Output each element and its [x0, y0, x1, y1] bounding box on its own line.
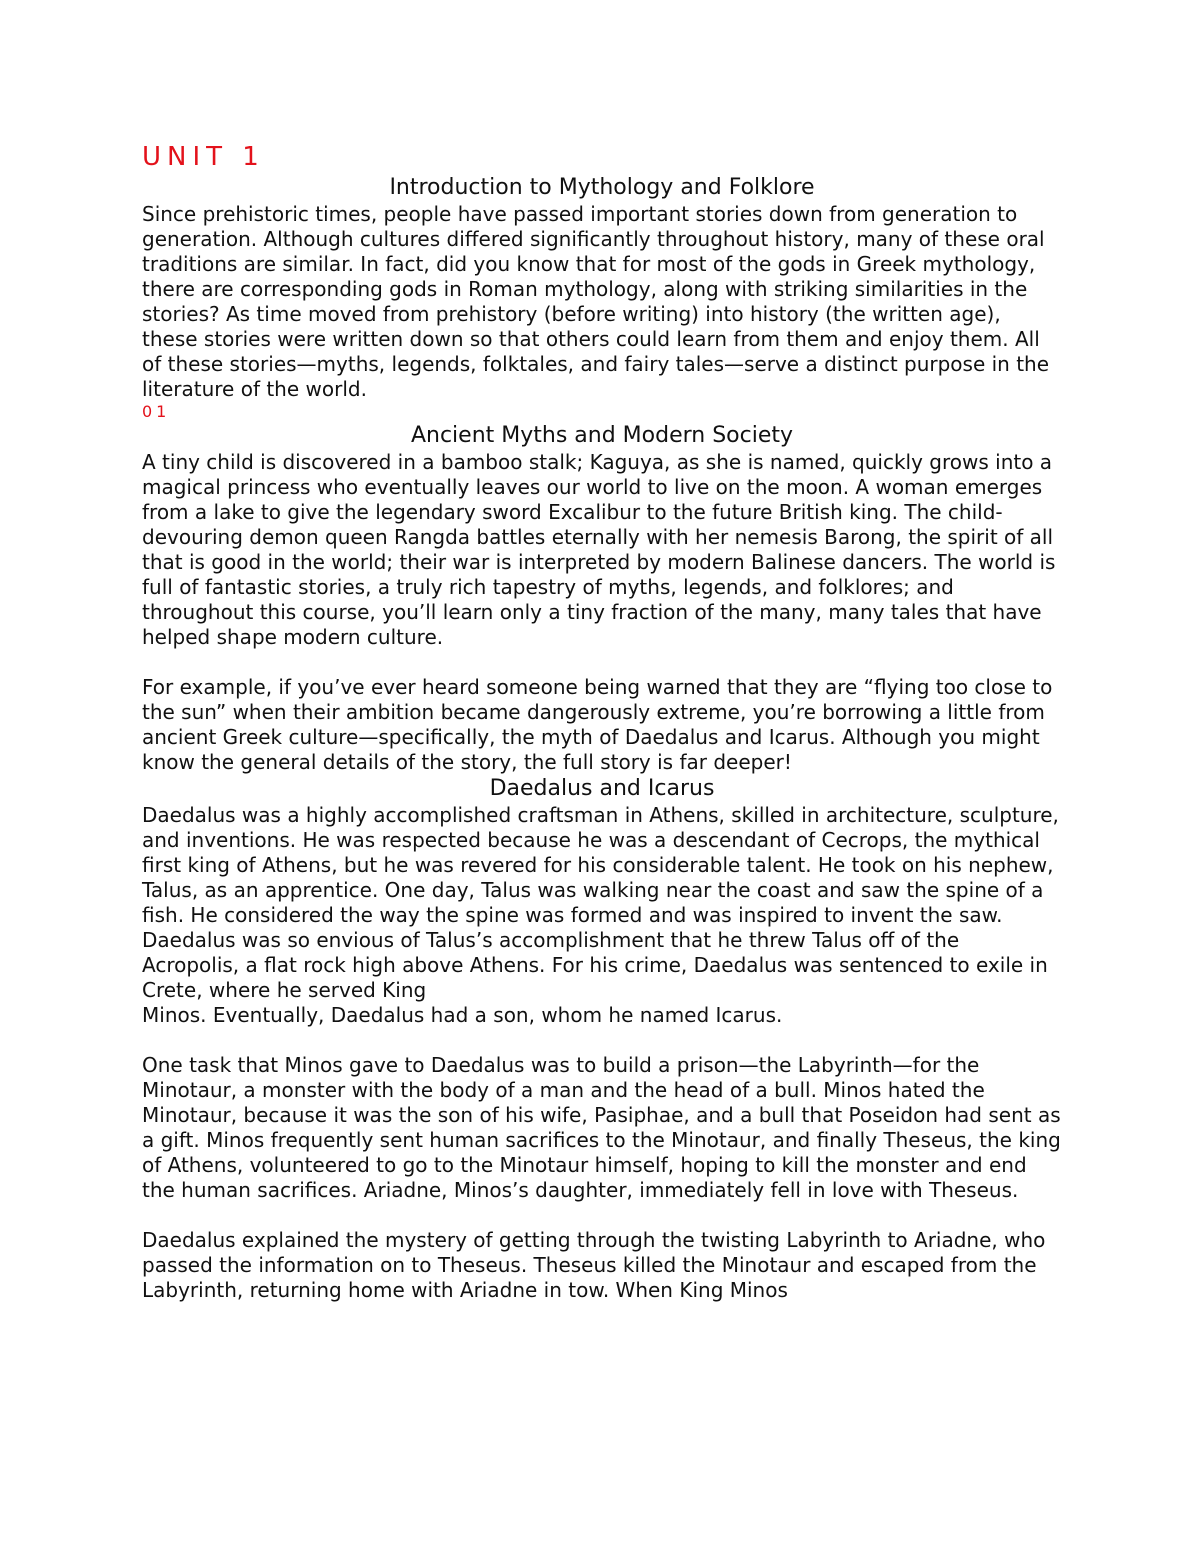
ancient-myths-paragraph-1: A tiny child is discovered in a bamboo stalk; Kaguya, as she is named, quickly grows into a magical princess who eventually leaves our world to live on the moon. A woman emerges from a lake to give the legendary sword Excalibur to the future British king. The child-devouring demon queen Rangda battles eternally with her nemesis Barong, the spirit of all that is good in the world; their war is interpreted by modern Balinese dancers. The world is full of fantastic stories, a truly rich tapestry of myths, legends, and folklores; and throughout this course, you’ll learn only a tiny fraction of the many, many tales that have helped shape modern culture. [142, 450, 1056, 649]
daedalus-paragraph-3: Daedalus explained the mystery of getting through the twisting Labyrinth to Ariadne, who passed the information on to Theseus. Theseus killed the Minotaur and escaped from the Labyrinth, returning home with Ariadne in tow. When King Minos [142, 1228, 1046, 1302]
daedalus-paragraph-1b: Minos. Eventually, Daedalus had a son, whom he named Icarus. [142, 1003, 783, 1027]
section-heading-ancient-myths: Ancient Myths and Modern Society [410, 423, 794, 448]
paragraph-spacer [142, 1028, 1062, 1053]
daedalus-paragraph-2: One task that Minos gave to Daedalus was to build a prison—the Labyrinth—for the Minotaur, a monster with the body of a man and the head of a bull. Minos hated the Minotaur, because it was the son of his wife, Pasiphae, and a bull that Poseidon had sent as a gift. Minos frequently sent human sacrifices to the Minotaur, and finally Theseus, the king of Athens, volunteered to go to the Minotaur himself, hoping to kill the monster and end the human sacrifices. Ariadne, Minos’s daughter, immediately fell in love with Theseus. [142, 1053, 1061, 1202]
ancient-myths-paragraph-2: For example, if you’ve ever heard someone being warned that they are “flying too close to the sun” when their ambition became dangerously extreme, you’re borrowing a little from ancient Greek culture—specifically, the myth of Daedalus and Icarus. Although you might know the general details of the story, the full story is far deeper! [142, 675, 1053, 774]
unit-label: UNIT 1 [142, 142, 265, 172]
paragraph-spacer [142, 1203, 1062, 1228]
section-heading-intro: Introduction to Mythology and Folklore [389, 175, 815, 200]
intro-paragraph: Since prehistoric times, people have passed important stories down from generation to generation. Although cultures differed significantly throughout history, many of these oral traditions are similar. In fact, did you know that for most of the gods in Greek mythology, there are corresponding gods in Roman mythology, along with striking similarities in the stories? As time moved from prehistory (before writing) into history (the written age), these stories were written down so that others could learn from them and enjoy them. All of these stories—myths, legends, folktales, and fairy tales—serve a distinct purpose in the literature of the world. [142, 202, 1050, 401]
daedalus-paragraph-1a: Daedalus was a highly accomplished craftsman in Athens, skilled in architecture, sculpture, and inventions. He was respected because he was a descendant of Cecrops, the mythical first king of Athens, but he was revered for his considerable talent. He took on his nephew, Talus, as an apprentice. One day, Talus was walking near the coast and saw the spine of a fish. He considered the way the spine was formed and was inspired to invent the saw. Daedalus was so envious of Talus’s accomplishment that he threw Talus off of the Acropolis, a flat rock high above Athens. For his crime, Daedalus was sentenced to exile in Crete, where he served King [142, 803, 1059, 1002]
section-marker: 01 [142, 402, 171, 421]
document-page [142, 140, 1062, 1303]
paragraph-spacer [142, 650, 1062, 675]
section-heading-daedalus: Daedalus and Icarus [489, 776, 715, 801]
